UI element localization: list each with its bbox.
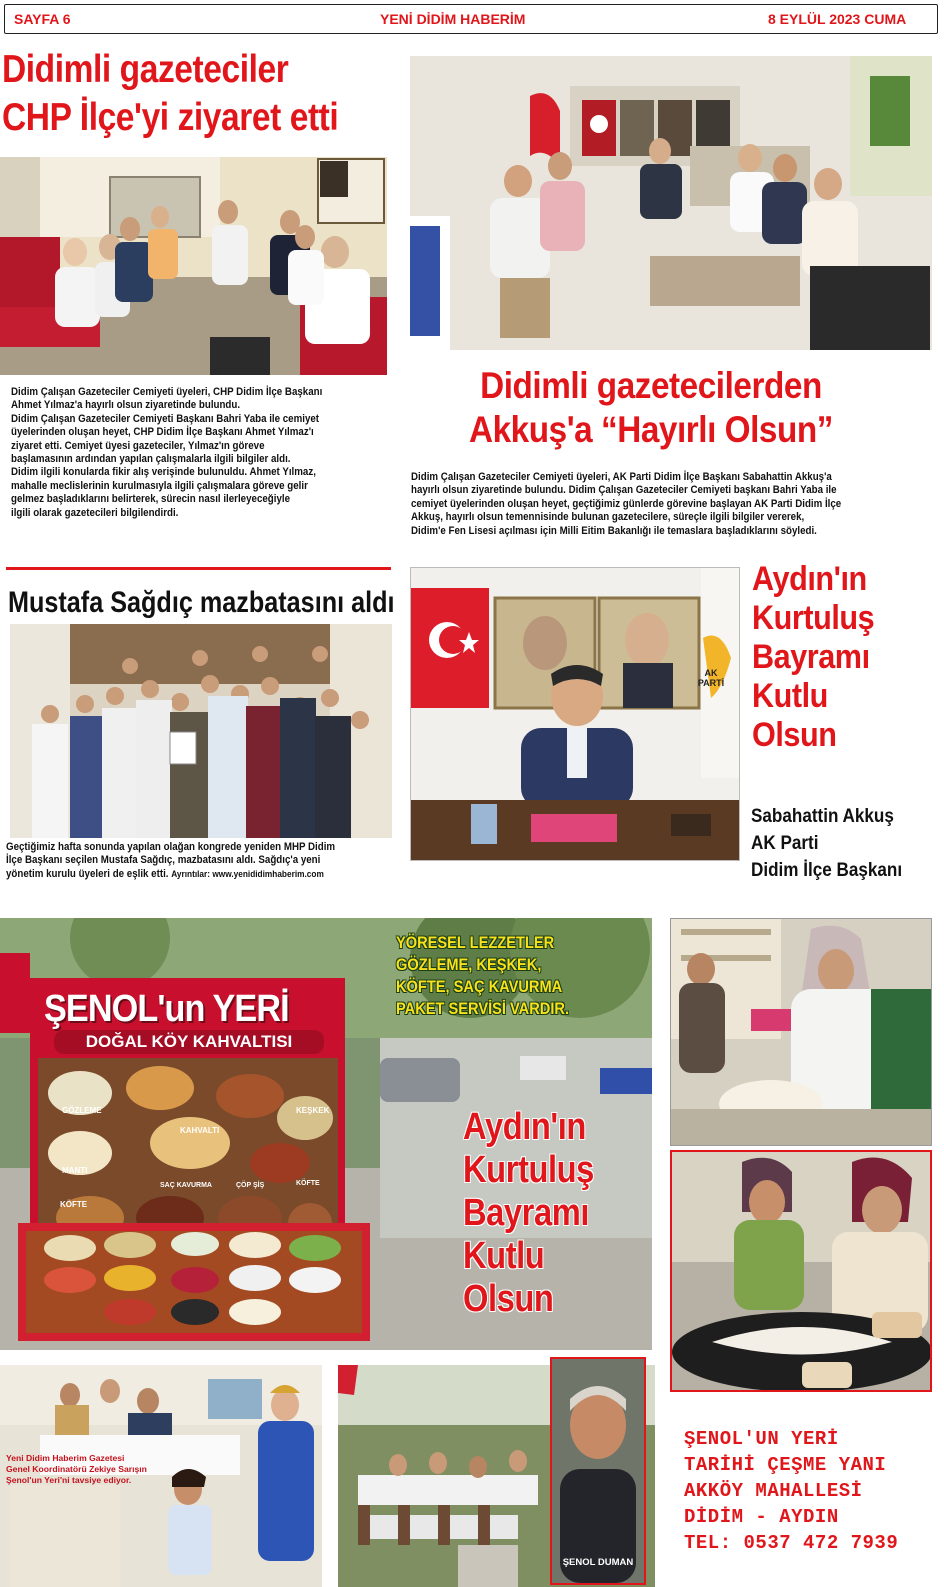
portrait-name: ŞENOL DUMAN — [562, 1557, 634, 1568]
contact-address-line: AKKÖY MAHALLESİ — [684, 1480, 863, 1502]
caption-line: Genel Koordinatörü Zekiye Sarışın — [6, 1464, 147, 1474]
senol-wish-line: Bayramı — [463, 1192, 589, 1234]
akkus-wish-line: Aydın'ın — [752, 560, 867, 598]
article3-photo — [10, 624, 392, 838]
article1-body-line: üyelerinden oluşan heyet, CHP Didim İlçe Başkanı Ahmet Yılmaz'ı — [11, 426, 314, 439]
senol-kitchen-photo-2 — [670, 1150, 932, 1392]
local-flavours-line: PAKET SERVİSİ VARDIR. — [396, 999, 570, 1018]
article2-body-line: hayırlı olsun ziyaretinde bulundu. Didim Çalışan Gazeteciler Cemiyeti başkanı Bahri Yaba ile — [411, 484, 837, 497]
senol-portrait — [550, 1357, 646, 1585]
senol-wish-line: Olsun — [463, 1278, 554, 1320]
article3-body-line: Geçtiğimiz hafta sonunda yapılan olağan kongrede yeniden MHP Didim — [6, 841, 336, 853]
contact-address-line: TARİHİ ÇEŞME YANI — [684, 1454, 887, 1476]
akkus-signature — [751, 803, 902, 884]
akkus-party: AK Parti — [751, 833, 819, 854]
akkus-wish — [752, 560, 923, 755]
article2-body-line: Didim'e Fen Lisesi açılması için Milli Eitim Bakanlığı ile temaslara başladıklarını söyledi. — [411, 524, 817, 537]
akkus-wish-line: Kutlu — [752, 677, 828, 715]
article3-body-last: yönetim kurulu üyeleri de eşlik etti. Ayrıntılar: www.yenididimhaberim.com — [6, 867, 324, 880]
local-flavours-line: YÖRESEL LEZZETLER — [396, 933, 555, 952]
article2-body-line: Akkuş, hayırlı olsun temennisinde bulunan gazetecilere, süreçle ilgili bilgiler vererek, — [411, 511, 805, 524]
article2-headline — [444, 364, 858, 452]
issue-date: 8 EYLÜL 2023 CUMA — [768, 11, 907, 27]
banner-title: ŞENOL'un YERİ — [44, 988, 289, 1030]
article1-headline — [2, 46, 346, 142]
senol-guest-photo — [0, 1365, 322, 1587]
akkus-name: Sabahattin Akkuş — [751, 806, 894, 827]
article3-body-line: İlçe Başkanı seçilen Mustafa Sağdıç, mazbatasını aldı. Sağdıç'a yeni — [6, 854, 321, 867]
senol-wish — [463, 1106, 626, 1321]
article1-body-line: Ahmet Yılmaz'a hayırlı olsun ziyaretinde bulundu. — [11, 399, 241, 412]
caption-line: Yeni Didim Haberim Gazetesi — [6, 1453, 125, 1463]
akkus-photo-logo: AK PARTİ — [697, 668, 725, 688]
article1-body-line: başlamasının ardından yapılan çalışmalarla ilgili bilgiler aldı. — [11, 453, 291, 466]
caption-line: Şenol'un Yeri'ni tavsiye ediyor. — [6, 1475, 132, 1485]
details-link[interactable]: Ayrıntılar: www.yenididimhaberim.com — [171, 868, 324, 879]
article2-title-line1: Didimli gazetecilerden — [480, 365, 822, 406]
article3-body — [6, 841, 392, 881]
page-header — [0, 0, 944, 40]
article1-body-line: Didim Çalışan Gazeteciler Cemiyeti üyeleri, CHP Didim İlçe Başkanı — [11, 386, 323, 398]
contact-phone[interactable]: TEL: 0537 472 7939 — [684, 1532, 899, 1554]
paper-name: YENİ DİDİM HABERİM — [380, 11, 526, 27]
article1-body-line: ziyaret etti. Cemiyet üyesi gazeteciler, Yılmaz'ın göreve — [11, 439, 265, 452]
contact-city: DİDİM - AYDIN — [684, 1506, 839, 1528]
article3-headline: Mustafa Sağdıç mazbatasını aldı — [8, 586, 395, 619]
banner-item: KÖFTE — [60, 1200, 88, 1209]
akkus-wish-line: Kurtuluş — [752, 599, 875, 637]
banner-subtitle: DOĞAL KÖY KAHVALTISI — [54, 1030, 324, 1054]
banner-item: KEŞKEK — [296, 1106, 330, 1115]
senol-wish-line: Aydın'ın — [463, 1106, 586, 1148]
guest-photo-caption — [6, 1453, 147, 1486]
banner-item: KAHVALTI — [180, 1126, 220, 1135]
article2-body-line: cemiyet üyelerinden oluşan heyet, geçtiğimiz günlerde görevine başlayan AK Parti Didim İlçe — [411, 497, 842, 510]
akkus-photo — [410, 567, 740, 861]
article2-title-line2: Akkuş'a “Hayırlı Olsun” — [468, 409, 833, 450]
contact-business: ŞENOL'UN YERİ — [684, 1428, 839, 1450]
article1-body-line: Didim Çalışan Gazeteciler Cemiyeti Başkanı Bahri Yaba ile cemiyet — [11, 412, 320, 425]
article2-body — [411, 471, 926, 538]
article1-photo — [0, 157, 387, 375]
banner-item: MANTI — [62, 1166, 88, 1175]
article1-body-line: ilgili olarak gazetecileri bilgilendirdi. — [11, 506, 179, 519]
article1-body-line: Didim ilgili konularda fikir alış verişinde bulunuldu. Ahmet Yılmaz, — [11, 466, 316, 479]
article1-body-line: gelmez başladıklarını belirterek, sürecin nasıl ilerleyeceğiyle — [11, 493, 291, 506]
senol-contact — [684, 1426, 898, 1556]
local-flavours-line: GÖZLEME, KEŞKEK, — [396, 955, 542, 974]
article1-title-line2: CHP İlçe'yi ziyaret etti — [2, 96, 339, 139]
senol-wish-line: Kurtuluş — [463, 1149, 594, 1191]
senol-banner-photo — [0, 918, 652, 1350]
senol-wish-line: Kutlu — [463, 1235, 545, 1277]
local-flavours — [396, 932, 569, 1020]
akkus-wish-line: Bayramı — [752, 638, 870, 676]
banner-item: KÖFTE — [296, 1180, 320, 1187]
banner-item: ÇÖP ŞİŞ — [236, 1182, 265, 1189]
local-flavours-line: KÖFTE, SAÇ KAVURMA — [396, 977, 563, 996]
section-divider — [6, 567, 391, 570]
article2-photo — [410, 56, 932, 350]
article1-body — [11, 386, 361, 520]
akkus-role: Didim İlçe Başkanı — [751, 860, 903, 881]
article2-body-line: Didim Çalışan Gazeteciler Cemiyeti üyeleri, AK Parti Didim İlçe Başkanı Sabahattin Akkuş'a — [411, 471, 832, 483]
akkus-wish-line: Olsun — [752, 716, 837, 754]
senol-kitchen-photo-1 — [670, 918, 932, 1146]
banner-item: SAÇ KAVURMA — [160, 1182, 212, 1189]
article1-title-line1: Didimli gazeteciler — [2, 48, 289, 91]
page-number: SAYFA 6 — [14, 11, 71, 27]
article1-body-line: mahalle meclislerinin kurulmasıyla ilgili çalışmalara göreve gelir — [11, 479, 308, 492]
banner-item: GÖZLEME — [62, 1106, 102, 1115]
